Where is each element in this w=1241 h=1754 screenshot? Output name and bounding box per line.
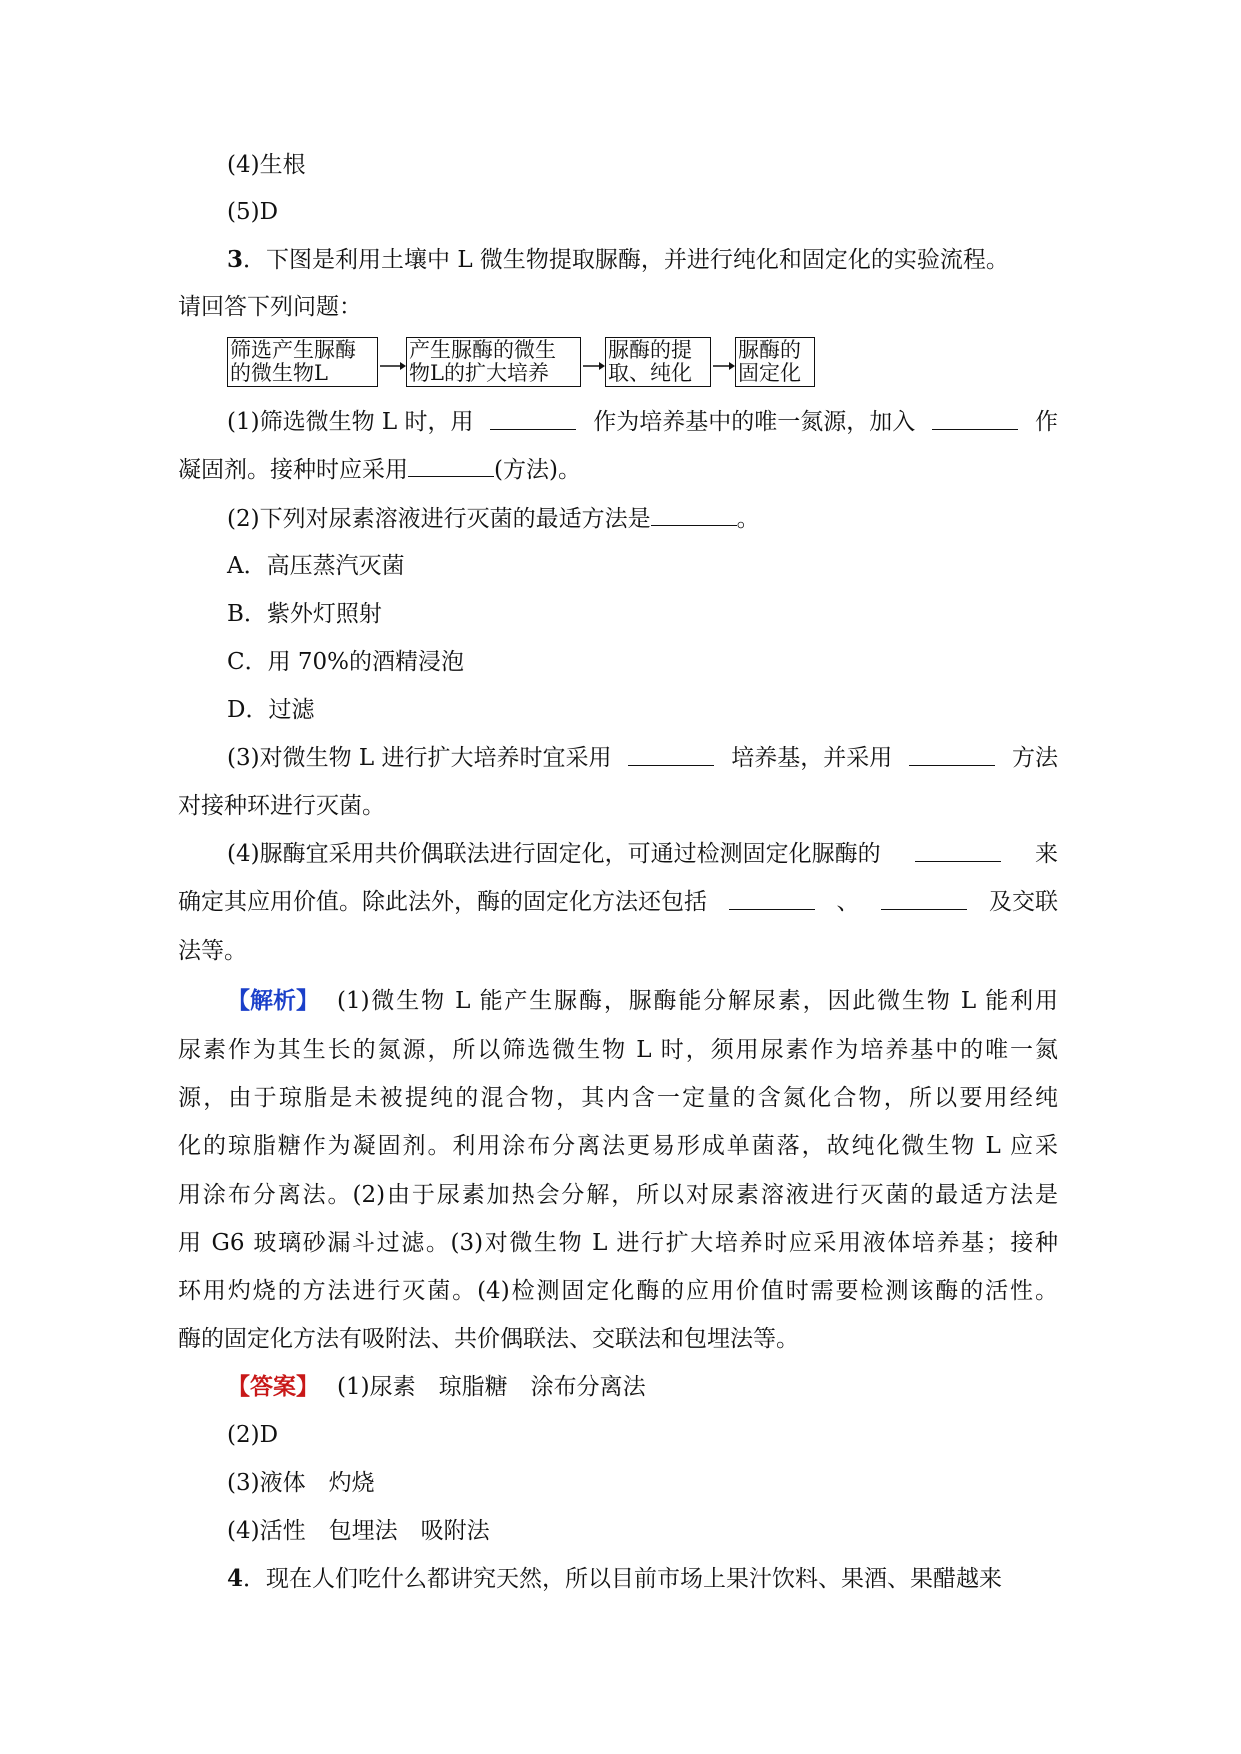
option-c: C．用 70%的酒精浸泡 bbox=[227, 649, 465, 675]
blank bbox=[909, 743, 995, 766]
question-4-stem: 4．现在人们吃什么都讲究天然，所以目前市场上果汁饮料、果酒、果醋越来 bbox=[227, 1565, 1003, 1592]
answer-line: (3)液体 灼烧 bbox=[227, 1470, 375, 1496]
analysis-tag: 【解析】 bbox=[227, 987, 319, 1014]
flow-arrow-icon bbox=[583, 359, 605, 373]
blank bbox=[915, 839, 1001, 862]
analysis-line: 酶的固定化方法有吸附法、共价偶联法、交联法和包埋法等。 bbox=[178, 1326, 799, 1352]
question-number: 3 bbox=[227, 246, 244, 273]
sub-question-1: (1)筛选微生物 L 时，用 作为培养基中的唯一氮源，加入 作 bbox=[227, 409, 1058, 435]
blank bbox=[729, 887, 815, 910]
option-d: D．过滤 bbox=[227, 697, 315, 723]
prev-answer-4: (4)生根 bbox=[227, 152, 306, 178]
analysis-line: 环用灼烧的方法进行灭菌。(4)检测固定化酶的应用价值时需要检测该酶的活性。 bbox=[178, 1278, 1058, 1304]
option-b: B．紫外灯照射 bbox=[227, 601, 382, 627]
question-3-stem-line2: 请回答下列问题： bbox=[178, 294, 362, 320]
flow-step-3: 脲酶的提 取、纯化 bbox=[605, 337, 711, 387]
question-number: 4 bbox=[227, 1565, 244, 1592]
flow-arrow-icon bbox=[713, 359, 735, 373]
sub-question-4-line3: 法等。 bbox=[178, 938, 247, 964]
option-a: A．高压蒸汽灭菌 bbox=[227, 553, 405, 579]
answer-block: 【答案】 (1)尿素 琼脂糖 涂布分离法 bbox=[227, 1373, 646, 1400]
blank bbox=[408, 454, 494, 477]
answer-line: (2)D bbox=[227, 1422, 279, 1448]
sub-question-2: (2)下列对尿素溶液进行灭菌的最适方法是 。 bbox=[227, 503, 760, 534]
flow-step-2: 产生脲酶的微生 物L的扩大培养 bbox=[406, 337, 581, 387]
flow-step-4: 脲酶的 固定化 bbox=[735, 337, 815, 387]
analysis-line: 用涂布分离法。(2)由于尿素加热会分解，所以对尿素溶液进行灭菌的最适方法是 bbox=[178, 1182, 1058, 1208]
sub-question-3-line2: 对接种环进行灭菌。 bbox=[178, 793, 385, 819]
sub-question-3: (3)对微生物 L 进行扩大培养时宜采用 培养基，并采用 方法 bbox=[227, 745, 1058, 771]
answer-line: (4)活性 包埋法 吸附法 bbox=[227, 1518, 490, 1544]
sub-question-1-line2: 凝固剂。接种时应采用 (方法)。 bbox=[178, 454, 581, 485]
flow-arrow-icon bbox=[380, 359, 406, 373]
analysis-block: 【解析】 (1)微生物 L 能产生脲酶，脲酶能分解尿素，因此微生物 L 能利用 bbox=[227, 987, 1058, 1014]
analysis-line: 用 G6 玻璃砂漏斗过滤。(3)对微生物 L 进行扩大培养时应采用液体培养基；接种 bbox=[178, 1230, 1058, 1256]
blank bbox=[881, 887, 967, 910]
analysis-line: 源，由于琼脂是未被提纯的混合物，其内含一定量的含氮化合物，所以要用经纯 bbox=[178, 1085, 1058, 1111]
blank bbox=[628, 743, 714, 766]
question-3-stem: 3．下图是利用土壤中 L 微生物提取脲酶，并进行纯化和固定化的实验流程。 bbox=[227, 246, 1009, 273]
blank bbox=[651, 503, 737, 526]
sub-question-4: (4)脲酶宜采用共价偶联法进行固定化，可通过检测固定化脲酶的 来 bbox=[227, 841, 1058, 867]
answer-tag: 【答案】 bbox=[227, 1373, 319, 1400]
flow-step-1: 筛选产生脲酶 的微生物L bbox=[227, 337, 378, 387]
blank bbox=[932, 407, 1018, 430]
prev-answer-5: (5)D bbox=[227, 199, 279, 225]
sub-question-4-line2: 确定其应用价值。除此法外，酶的固定化方法还包括 、 及交联 bbox=[178, 889, 1058, 915]
blank bbox=[490, 407, 576, 430]
analysis-line: 尿素作为其生长的氮源，所以筛选微生物 L 时，须用尿素作为培养基中的唯一氮 bbox=[178, 1037, 1058, 1063]
analysis-line: 化的琼脂糖作为凝固剂。利用涂布分离法更易形成单菌落，故纯化微生物 L 应采 bbox=[178, 1133, 1058, 1159]
